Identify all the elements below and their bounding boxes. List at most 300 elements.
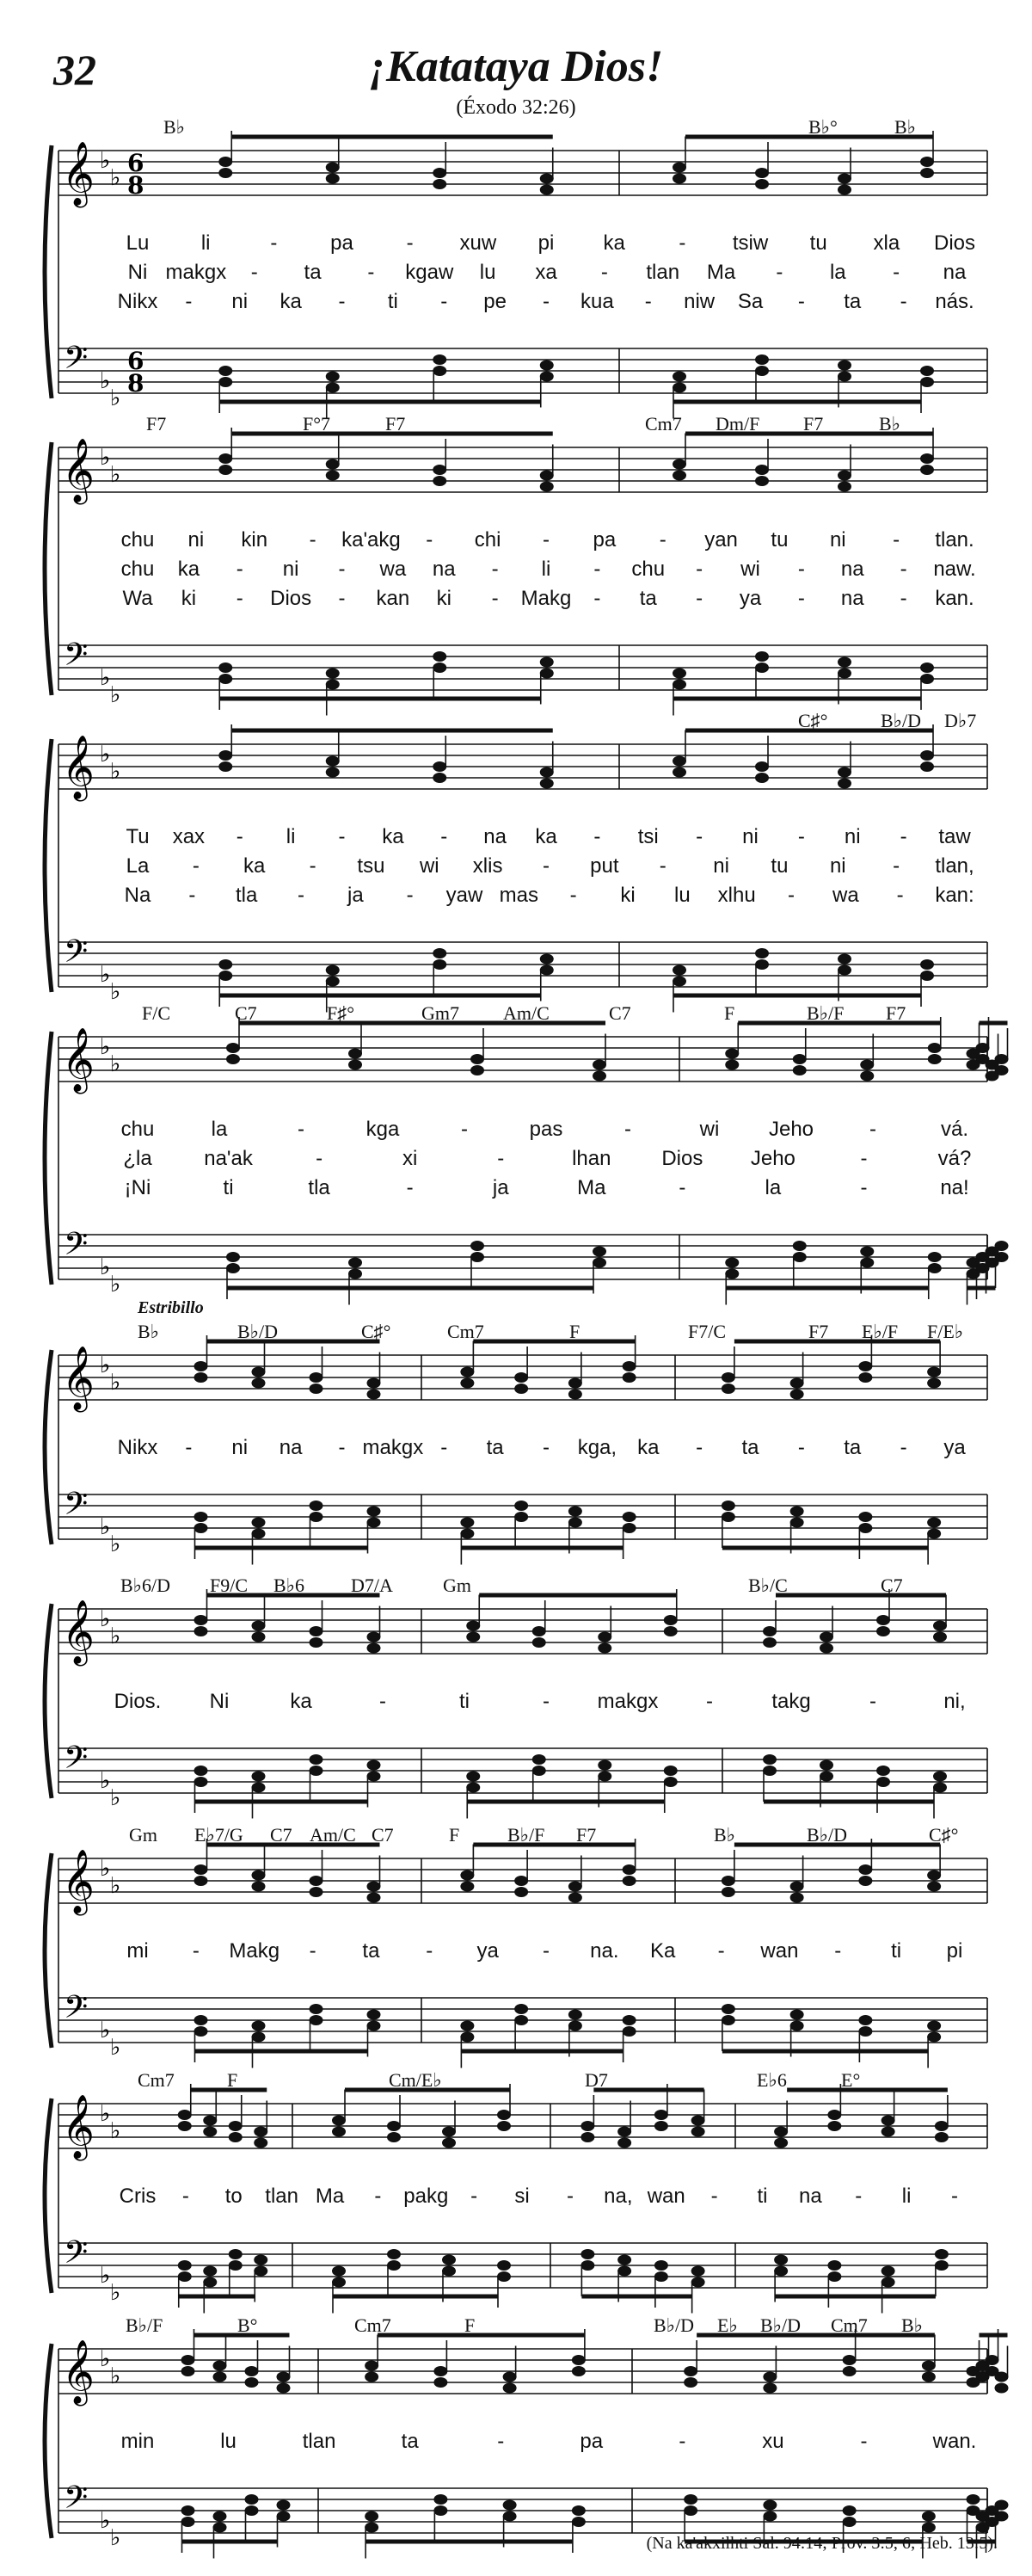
note-head bbox=[310, 1384, 323, 1394]
chord-symbol: F bbox=[464, 2314, 476, 2336]
note-head bbox=[664, 1777, 678, 1787]
lyric-syllable: - bbox=[679, 2430, 686, 2453]
lyric-syllable: - bbox=[706, 1690, 713, 1713]
bass-clef-icon: 𝄢 bbox=[64, 2480, 89, 2524]
lyric-syllable: Dios bbox=[661, 1147, 703, 1170]
lyric-syllable: na, bbox=[604, 2185, 633, 2208]
chord-symbol: E♭/F bbox=[862, 1321, 899, 1342]
note-head bbox=[843, 2517, 857, 2527]
bass-clef-icon: 𝄢 bbox=[64, 934, 89, 977]
note-head bbox=[858, 2015, 872, 2025]
chord-symbol: B♭° bbox=[808, 116, 838, 138]
lyric-syllable: xu bbox=[762, 2430, 784, 2453]
chord-symbol: Gm bbox=[443, 1575, 471, 1596]
note-head bbox=[763, 1637, 777, 1648]
note-head bbox=[194, 1777, 208, 1787]
lyric-syllable: wan bbox=[647, 2185, 685, 2208]
note-head bbox=[348, 1269, 362, 1279]
note-head bbox=[860, 1060, 874, 1070]
note-head bbox=[194, 1361, 208, 1371]
bass-clef-icon: 𝄢 bbox=[64, 2234, 89, 2278]
lyric-syllable: - bbox=[543, 1436, 550, 1459]
chord-symbol: E♭6 bbox=[757, 2069, 787, 2091]
note-head bbox=[593, 1247, 606, 1257]
lyric-syllable: mi bbox=[126, 1939, 149, 1963]
lyric-syllable: - bbox=[309, 1939, 316, 1963]
lyric-syllable: la bbox=[829, 261, 846, 284]
note-head bbox=[503, 2383, 517, 2394]
note-head bbox=[673, 965, 686, 976]
note-head bbox=[245, 2377, 259, 2388]
note-head bbox=[532, 1766, 546, 1776]
note-head bbox=[332, 2277, 346, 2288]
note-head bbox=[470, 1054, 484, 1064]
note-head bbox=[691, 2116, 705, 2126]
note-head bbox=[367, 1772, 381, 1782]
flat-icon: ♭ bbox=[110, 759, 121, 785]
note-head bbox=[442, 2266, 456, 2277]
lyric-syllable: to bbox=[224, 2185, 243, 2208]
lyric-syllable: Makg bbox=[520, 587, 572, 610]
note-head bbox=[935, 2121, 949, 2131]
flat-icon: ♭ bbox=[100, 2508, 111, 2534]
note-head bbox=[654, 2121, 668, 2131]
note-head bbox=[976, 2523, 990, 2533]
chord-symbol: Am/C bbox=[503, 1002, 550, 1024]
note-head bbox=[876, 1777, 890, 1787]
note-head bbox=[252, 1870, 266, 1881]
note-head bbox=[673, 669, 686, 679]
note-head bbox=[252, 2032, 266, 2043]
note-head bbox=[838, 954, 851, 964]
note-head bbox=[497, 2110, 511, 2120]
lyric-line bbox=[0, 231, 1032, 261]
note-head bbox=[617, 2266, 631, 2277]
lyric-syllable: li bbox=[541, 558, 551, 581]
note-head bbox=[203, 2116, 217, 2126]
note-head bbox=[245, 2505, 259, 2516]
note-head bbox=[218, 168, 232, 178]
note-head bbox=[540, 767, 554, 778]
lyric-syllable: yan bbox=[704, 528, 738, 552]
note-head bbox=[514, 1501, 528, 1511]
note-head bbox=[691, 2266, 705, 2277]
note-head bbox=[684, 2377, 697, 2388]
flat-icon: ♭ bbox=[100, 368, 111, 394]
note-head bbox=[252, 2021, 266, 2031]
treble-clef-icon: 𝄞 bbox=[62, 142, 95, 206]
note-head bbox=[194, 1876, 208, 1886]
lyric-syllable: - bbox=[860, 1147, 868, 1170]
note-head bbox=[593, 1060, 606, 1070]
note-head bbox=[367, 1378, 381, 1389]
note-head bbox=[213, 2361, 227, 2371]
lyric-syllable: - bbox=[679, 1176, 686, 1199]
flat-icon: ♭ bbox=[110, 385, 121, 411]
note-head bbox=[935, 2132, 949, 2142]
note-head bbox=[218, 157, 232, 167]
chord-symbol: B♭/D bbox=[807, 1824, 848, 1846]
treble-clef-icon: 𝄞 bbox=[62, 1347, 95, 1410]
lyric-syllable: Ma bbox=[577, 1176, 606, 1199]
lyric-syllable: ta bbox=[362, 1939, 380, 1963]
lyric-syllable: - bbox=[543, 290, 550, 313]
note-head bbox=[218, 366, 232, 376]
lyric-syllable: lu bbox=[673, 884, 691, 907]
flat-icon: ♭ bbox=[100, 2346, 111, 2372]
note-head bbox=[593, 1071, 606, 1082]
lyric-syllable: ¿la bbox=[123, 1147, 152, 1170]
note-head bbox=[332, 2116, 346, 2126]
note-head bbox=[920, 377, 934, 387]
note-head bbox=[568, 2021, 582, 2031]
note-head bbox=[882, 2266, 895, 2277]
note-head bbox=[540, 185, 554, 195]
lyric-line bbox=[0, 1939, 1032, 1969]
note-head bbox=[722, 1384, 735, 1394]
note-head bbox=[226, 1252, 240, 1262]
note-head bbox=[580, 2249, 594, 2259]
staff-system bbox=[0, 1002, 1032, 1322]
lyric-syllable: kgaw bbox=[405, 261, 454, 284]
lyric-syllable: - bbox=[797, 290, 805, 313]
note-head bbox=[540, 965, 554, 976]
lyric-syllable: Nikx bbox=[117, 1436, 158, 1459]
lyric-syllable: - bbox=[776, 261, 783, 284]
lyric-syllable: tlan, bbox=[935, 854, 974, 878]
note-head bbox=[229, 2249, 243, 2259]
flat-icon: ♭ bbox=[110, 2035, 121, 2061]
note-head bbox=[920, 750, 934, 761]
note-head bbox=[593, 1258, 606, 1268]
note-head bbox=[763, 1766, 777, 1776]
note-head bbox=[326, 756, 340, 767]
note-head bbox=[254, 2266, 267, 2277]
note-head bbox=[460, 1367, 474, 1377]
note-head bbox=[254, 2138, 267, 2148]
flat-icon: ♭ bbox=[110, 1051, 121, 1077]
lyric-syllable: - bbox=[298, 884, 304, 907]
note-head bbox=[252, 1772, 266, 1782]
note-head bbox=[326, 459, 340, 470]
note-head bbox=[277, 2511, 291, 2522]
note-head bbox=[920, 971, 934, 981]
note-head bbox=[326, 471, 340, 481]
lyric-syllable: - bbox=[797, 587, 805, 610]
note-head bbox=[203, 2127, 217, 2137]
footnote: (Na ka'akxilhti Sal. 94:14; Prov. 3:5, 6; Heb. 13:5). bbox=[646, 2534, 998, 2553]
lyric-syllable: - bbox=[309, 854, 316, 878]
note-head bbox=[387, 2121, 401, 2131]
note-head bbox=[820, 1632, 833, 1642]
flat-icon: ♭ bbox=[110, 1272, 121, 1297]
flat-icon: ♭ bbox=[110, 2118, 121, 2144]
lyric-syllable: - bbox=[624, 1118, 631, 1141]
lyric-syllable: ni bbox=[713, 854, 729, 878]
note-head bbox=[858, 2026, 872, 2037]
note-head bbox=[755, 651, 769, 662]
note-head bbox=[763, 1754, 777, 1765]
lyric-syllable: ka'akg bbox=[341, 528, 401, 552]
note-head bbox=[326, 680, 340, 690]
note-head bbox=[858, 1864, 872, 1875]
lyric-syllable: ya bbox=[476, 1939, 499, 1963]
lyric-syllable: na bbox=[840, 558, 864, 581]
lyric-syllable: - bbox=[440, 825, 448, 848]
lyric-syllable: kan bbox=[376, 587, 410, 610]
lyric-syllable: ka bbox=[535, 825, 557, 848]
chord-symbol: B♭ bbox=[163, 116, 186, 138]
flat-icon: ♭ bbox=[110, 979, 121, 1005]
note-head bbox=[827, 2121, 841, 2131]
note-head bbox=[218, 959, 232, 970]
note-head bbox=[860, 1258, 874, 1268]
note-head bbox=[617, 2255, 631, 2265]
lyric-syllable: - bbox=[869, 1118, 876, 1141]
note-head bbox=[843, 2366, 857, 2376]
note-head bbox=[684, 2505, 697, 2516]
note-head bbox=[194, 1523, 208, 1533]
note-head bbox=[310, 1754, 323, 1765]
note-head bbox=[367, 1882, 381, 1892]
chord-symbol: C7 bbox=[881, 1575, 903, 1596]
treble-clef-icon: 𝄞 bbox=[62, 2340, 95, 2404]
chord-symbol: D7 bbox=[585, 2069, 608, 2091]
lyric-syllable: na. bbox=[590, 1939, 619, 1963]
note-head bbox=[967, 1060, 980, 1070]
note-head bbox=[433, 366, 446, 376]
note-head bbox=[684, 2366, 697, 2376]
lyric-syllable: Wa bbox=[122, 587, 153, 610]
note-head bbox=[348, 1049, 362, 1059]
note-head bbox=[922, 2361, 936, 2371]
lyric-syllable: kan. bbox=[935, 587, 974, 610]
chord-symbol: E♭ bbox=[717, 2314, 738, 2336]
note-head bbox=[514, 2004, 528, 2014]
lyric-syllable: taw bbox=[938, 825, 971, 848]
note-head bbox=[927, 1529, 941, 1539]
lyric-syllable: - bbox=[860, 1176, 868, 1199]
note-head bbox=[442, 2255, 456, 2265]
note-head bbox=[598, 1760, 611, 1771]
lyric-syllable: ta bbox=[844, 1436, 862, 1459]
lyric-syllable: - bbox=[569, 884, 577, 907]
lyric-syllable: - bbox=[309, 528, 316, 552]
note-head bbox=[213, 2523, 227, 2533]
lyric-syllable: min bbox=[120, 2430, 155, 2453]
lyric-syllable: chu bbox=[120, 1118, 155, 1141]
flat-icon: ♭ bbox=[110, 2280, 121, 2306]
flat-icon: ♭ bbox=[110, 1370, 121, 1396]
note-head bbox=[178, 2260, 192, 2271]
bass-clef-icon: 𝄢 bbox=[64, 1486, 89, 1530]
note-head bbox=[572, 2517, 586, 2527]
note-head bbox=[203, 2266, 217, 2277]
lyric-syllable: ki bbox=[181, 587, 197, 610]
note-head bbox=[433, 2505, 447, 2516]
note-head bbox=[229, 2121, 243, 2131]
lyric-syllable: Na bbox=[124, 884, 151, 907]
lyric-syllable: - bbox=[543, 528, 550, 552]
lyric-syllable: ti bbox=[757, 2185, 768, 2208]
note-head bbox=[922, 2511, 936, 2522]
lyric-syllable: tla bbox=[235, 884, 258, 907]
lyric-syllable: ka bbox=[382, 825, 404, 848]
lyric-syllable: - bbox=[900, 587, 907, 610]
note-head bbox=[568, 1507, 582, 1517]
lyric-syllable: ti bbox=[387, 290, 398, 313]
note-head bbox=[774, 2255, 788, 2265]
flat-icon: ♭ bbox=[100, 445, 111, 471]
lyric-syllable: ¡Ni bbox=[124, 1176, 151, 1199]
flat-icon: ♭ bbox=[110, 165, 121, 191]
song-number: 32 bbox=[53, 46, 96, 94]
chord-symbol: F/E♭ bbox=[927, 1321, 964, 1342]
lyric-syllable: chu bbox=[631, 558, 666, 581]
lyric-syllable: tu bbox=[771, 528, 789, 552]
note-head bbox=[218, 674, 232, 684]
lyric-syllable: ka bbox=[243, 854, 266, 878]
note-head bbox=[497, 2260, 511, 2271]
note-head bbox=[858, 1361, 872, 1371]
note-head bbox=[387, 2260, 401, 2271]
note-head bbox=[514, 1876, 528, 1886]
bass-clef-icon: 𝄢 bbox=[64, 340, 89, 384]
lyric-syllable: lu bbox=[220, 2430, 236, 2453]
note-head bbox=[755, 662, 769, 673]
note-head bbox=[252, 1621, 266, 1631]
note-head bbox=[790, 1507, 804, 1517]
note-head bbox=[790, 1518, 804, 1528]
note-head bbox=[920, 157, 934, 167]
song-title: ¡Katataya Dios! bbox=[368, 42, 664, 91]
note-head bbox=[935, 2260, 949, 2271]
chord-symbol: Gm7 bbox=[421, 1002, 459, 1024]
lyric-syllable: - bbox=[860, 2430, 868, 2453]
note-head bbox=[623, 1864, 636, 1875]
lyric-syllable: - bbox=[834, 1939, 842, 1963]
note-head bbox=[433, 465, 446, 475]
note-head bbox=[654, 2260, 668, 2271]
note-head bbox=[763, 2383, 777, 2394]
note-head bbox=[433, 2494, 447, 2505]
note-head bbox=[722, 1512, 735, 1522]
lyric-syllable: makgx bbox=[597, 1690, 659, 1713]
flat-icon: ♭ bbox=[100, 2263, 111, 2289]
note-head bbox=[218, 662, 232, 673]
note-head bbox=[503, 2500, 517, 2511]
note-head bbox=[470, 1241, 484, 1251]
lyric-line bbox=[0, 2185, 1032, 2214]
note-head bbox=[790, 1893, 804, 1903]
note-head bbox=[820, 1643, 833, 1654]
note-head bbox=[858, 1523, 872, 1533]
lyric-syllable: li bbox=[200, 231, 211, 255]
lyric-syllable: tu bbox=[771, 854, 789, 878]
note-head bbox=[691, 2127, 705, 2137]
note-head bbox=[876, 1615, 890, 1625]
lyric-syllable: - bbox=[696, 587, 703, 610]
note-head bbox=[967, 1269, 980, 1279]
note-head bbox=[218, 761, 232, 772]
chord-symbol: E♭7/G bbox=[194, 1824, 243, 1846]
note-head bbox=[673, 372, 686, 382]
lyric-syllable: - bbox=[406, 1176, 414, 1199]
lyric-syllable: - bbox=[696, 558, 703, 581]
time-signature: 8 bbox=[127, 171, 144, 200]
note-head bbox=[326, 372, 340, 382]
lyric-syllable: ja bbox=[492, 1176, 509, 1199]
lyric-syllable: na! bbox=[940, 1176, 969, 1199]
lyric-syllable: - bbox=[188, 884, 196, 907]
note-head bbox=[514, 1512, 528, 1522]
chord-symbol: Dm/F bbox=[716, 413, 760, 434]
lyric-syllable: tsiw bbox=[732, 231, 769, 255]
note-head bbox=[928, 1054, 942, 1064]
note-head bbox=[387, 2249, 401, 2259]
note-head bbox=[935, 2249, 949, 2259]
note-head bbox=[433, 2377, 447, 2388]
note-head bbox=[927, 1367, 941, 1377]
chord-symbol: F7 bbox=[385, 413, 406, 434]
note-head bbox=[332, 2127, 346, 2137]
note-head bbox=[540, 174, 554, 184]
note-head bbox=[203, 2277, 217, 2288]
note-head bbox=[470, 1065, 484, 1075]
chord-symbol: F♯° bbox=[327, 1002, 355, 1024]
lyric-syllable: ja bbox=[347, 884, 364, 907]
lyric-syllable: makgx bbox=[362, 1436, 424, 1459]
note-head bbox=[213, 2511, 227, 2522]
lyric-syllable: ta bbox=[741, 1436, 759, 1459]
note-head bbox=[178, 2110, 192, 2120]
note-head bbox=[194, 1372, 208, 1383]
note-head bbox=[838, 767, 851, 778]
lyric-syllable: ti bbox=[223, 1176, 234, 1199]
note-head bbox=[532, 1637, 546, 1648]
lyric-syllable: - bbox=[893, 854, 900, 878]
note-head bbox=[922, 2372, 936, 2382]
chord-symbol: C7 bbox=[270, 1824, 292, 1846]
note-head bbox=[967, 2366, 980, 2376]
lyric-syllable: - bbox=[600, 261, 608, 284]
lyric-syllable: - bbox=[696, 825, 703, 848]
note-head bbox=[920, 453, 934, 464]
lyric-syllable: - bbox=[696, 1436, 703, 1459]
note-head bbox=[254, 2127, 267, 2137]
lyric-syllable: pe bbox=[483, 290, 507, 313]
note-head bbox=[793, 1054, 807, 1064]
lyric-syllable: xuw bbox=[459, 231, 497, 255]
note-head bbox=[245, 2366, 259, 2376]
treble-clef-icon: 𝄞 bbox=[62, 2095, 95, 2159]
note-head bbox=[433, 354, 446, 365]
lyric-syllable: - bbox=[316, 1147, 323, 1170]
note-head bbox=[933, 1621, 947, 1631]
lyric-syllable: - bbox=[900, 558, 907, 581]
note-head bbox=[673, 767, 686, 778]
chord-symbol: F°7 bbox=[303, 413, 331, 434]
chord-symbol: F7 bbox=[886, 1002, 906, 1024]
note-head bbox=[623, 1523, 636, 1533]
flat-icon: ♭ bbox=[110, 1873, 121, 1899]
lyric-syllable: ta bbox=[304, 261, 322, 284]
lyric-syllable: na bbox=[483, 825, 507, 848]
note-head bbox=[927, 1882, 941, 1892]
note-head bbox=[838, 965, 851, 976]
note-head bbox=[763, 2372, 777, 2382]
flat-icon: ♭ bbox=[100, 962, 111, 988]
